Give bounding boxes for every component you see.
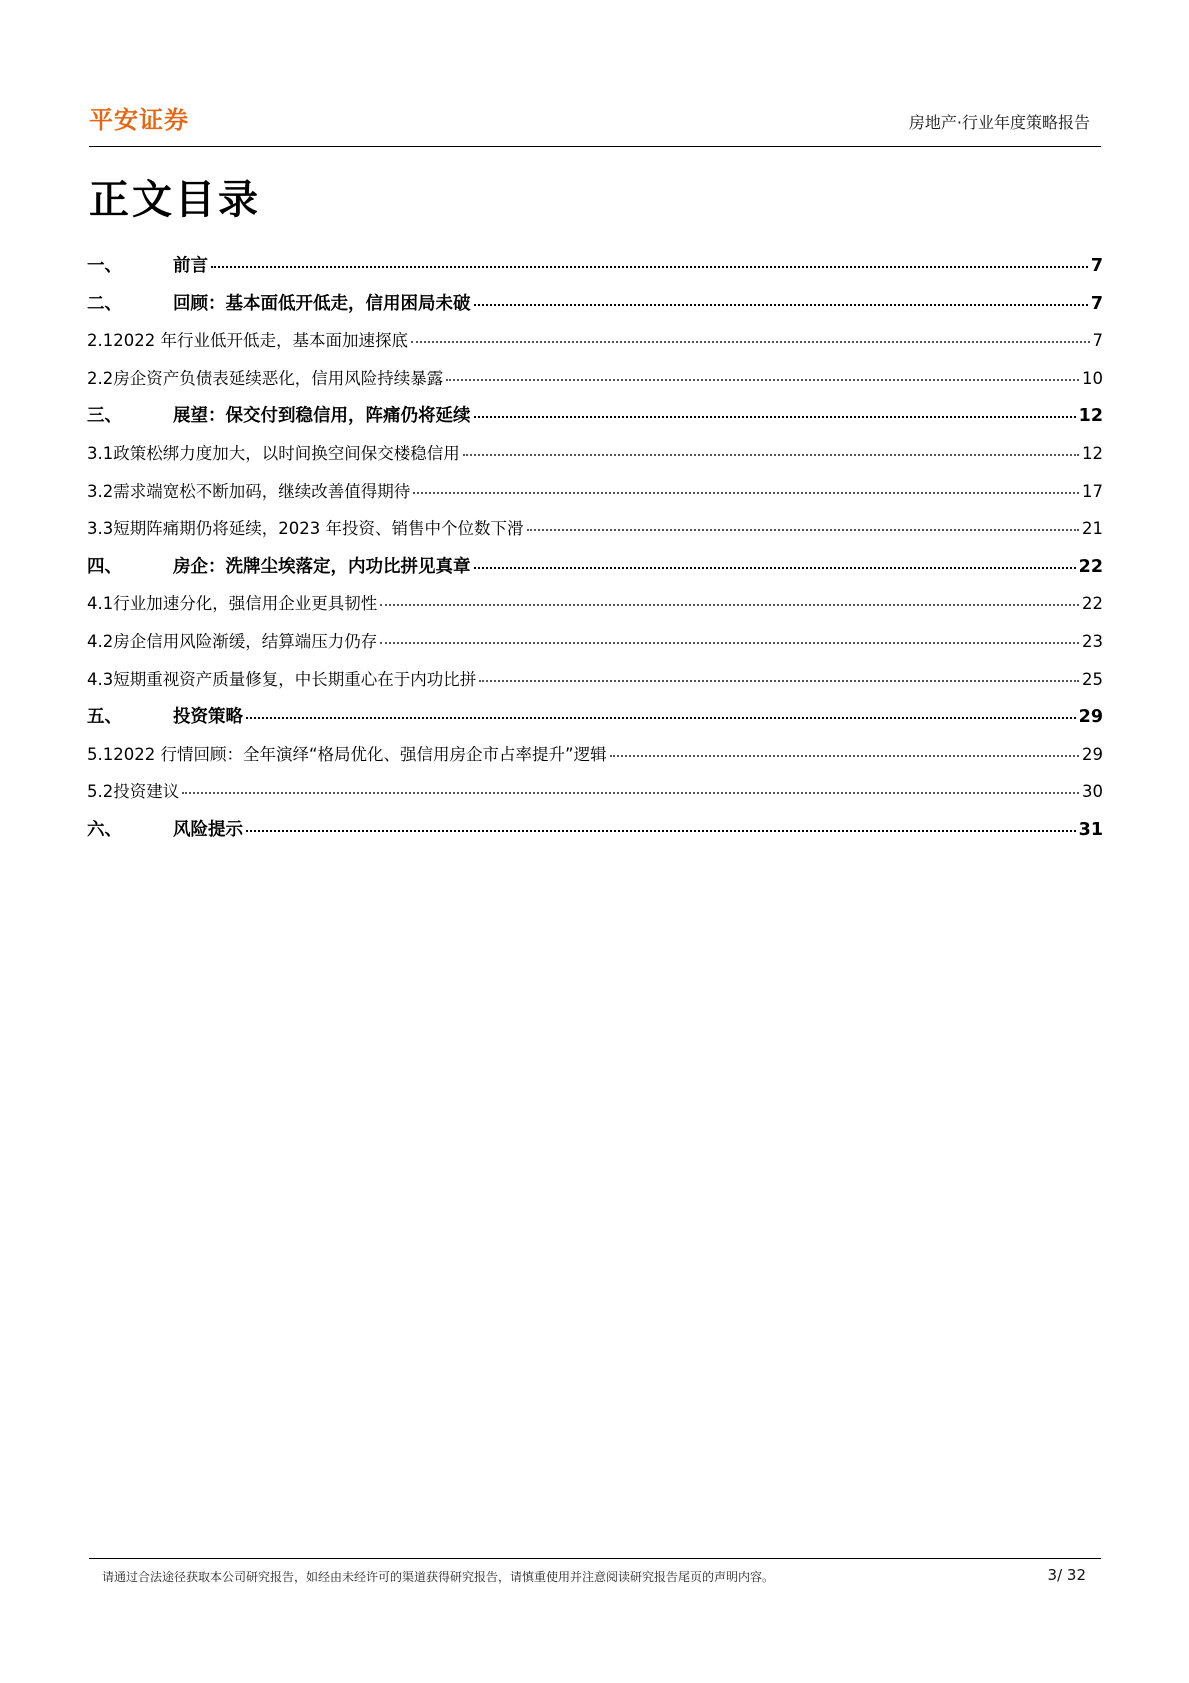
toc-entry-page: 12 bbox=[1078, 406, 1103, 427]
toc-chapter-entry[interactable] bbox=[87, 553, 1103, 591]
toc-entry-page: 31 bbox=[1078, 819, 1103, 840]
toc-entry-number: 六、 bbox=[87, 819, 122, 840]
toc-dot-leader bbox=[474, 416, 1076, 418]
toc-entry-page: 30 bbox=[1082, 782, 1103, 802]
toc-entry-number: 4.3 bbox=[87, 669, 114, 689]
toc-entry-page: 7 bbox=[1090, 293, 1103, 314]
header-divider bbox=[89, 146, 1101, 147]
toc-entry-title: 2022 年行业低开低走，基本面加速探底 bbox=[113, 331, 408, 351]
toc-entry-number: 5.1 bbox=[87, 744, 114, 764]
toc-dot-leader bbox=[380, 604, 1079, 606]
toc-dot-leader bbox=[527, 529, 1080, 531]
toc-dot-leader bbox=[413, 492, 1079, 494]
toc-dot-leader bbox=[474, 567, 1076, 569]
toc-section-entry[interactable] bbox=[87, 590, 1103, 628]
toc-entry-page: 17 bbox=[1082, 481, 1103, 501]
toc-entry-title: 房企资产负债表延续恶化，信用风险持续暴露 bbox=[113, 368, 444, 388]
toc-entry-number: 二、 bbox=[87, 293, 122, 314]
toc-entry-number: 四、 bbox=[87, 556, 122, 577]
toc-entry-title: 前言 bbox=[173, 256, 208, 276]
report-type-label: 房地产·行业年度策略报告 bbox=[908, 113, 1090, 132]
toc-entry-title: 短期重视资产质量修复，中长期重心在于内功比拼 bbox=[113, 669, 477, 689]
toc-dot-leader bbox=[463, 454, 1079, 456]
toc-entry-number: 3.3 bbox=[87, 519, 114, 539]
toc-entry-page: 29 bbox=[1082, 744, 1103, 764]
toc-section-entry[interactable] bbox=[87, 666, 1103, 704]
page-title: 正文目录 bbox=[89, 177, 261, 223]
footer-divider bbox=[89, 1558, 1101, 1559]
page-number: 3/ 32 bbox=[1047, 1566, 1086, 1584]
toc-entry-page: 12 bbox=[1082, 443, 1103, 463]
toc-dot-leader bbox=[246, 830, 1076, 832]
toc-entry-number: 5.2 bbox=[87, 782, 114, 802]
toc-entry-number: 三、 bbox=[87, 406, 122, 427]
toc-chapter-entry[interactable] bbox=[87, 252, 1103, 290]
toc-entry-title: 短期阵痛期仍将延续，2023 年投资、销售中个位数下滑 bbox=[113, 519, 524, 539]
toc-entry-page: 23 bbox=[1082, 631, 1103, 651]
toc-entry-page: 7 bbox=[1092, 331, 1103, 351]
toc-entry-number: 3.1 bbox=[87, 443, 114, 463]
toc-section-entry[interactable] bbox=[87, 440, 1103, 478]
toc-section-entry[interactable] bbox=[87, 365, 1103, 403]
toc-entry-title: 风险提示 bbox=[173, 819, 243, 840]
toc-entry-title: 投资建议 bbox=[113, 782, 180, 802]
toc-entry-title: 政策松绑力度加大，以时间换空间保交楼稳信用 bbox=[113, 443, 460, 463]
toc-entry-page: 21 bbox=[1082, 519, 1103, 539]
toc-dot-leader bbox=[411, 341, 1090, 343]
toc-dot-leader bbox=[380, 642, 1079, 644]
toc-entry-title: 行业加速分化，强信用企业更具韧性 bbox=[113, 594, 378, 614]
toc-entry-number: 4.1 bbox=[87, 594, 114, 614]
toc-entry-number: 2.2 bbox=[87, 368, 114, 388]
toc-section-entry[interactable] bbox=[87, 741, 1103, 779]
toc-entry-number: 2.1 bbox=[87, 331, 114, 351]
toc-entry-title: 需求端宽松不断加码，继续改善值得期待 bbox=[113, 481, 411, 501]
toc-dot-leader bbox=[211, 266, 1088, 268]
toc-entry-page: 22 bbox=[1078, 556, 1103, 577]
toc-entry-title: 投资策略 bbox=[173, 707, 243, 728]
toc-entry-title: 2022 行情回顾：全年演绎“格局优化、强信用房企市占率提升”逻辑 bbox=[113, 744, 607, 764]
toc-entry-title: 房企信用风险渐缓，结算端压力仍存 bbox=[113, 631, 378, 651]
toc-entry-title: 回顾：基本面低开低走，信用困局未破 bbox=[173, 293, 471, 314]
toc-entry-page: 25 bbox=[1082, 669, 1103, 689]
toc-chapter-entry[interactable] bbox=[87, 290, 1103, 328]
toc-dot-leader bbox=[479, 680, 1079, 682]
toc-section-entry[interactable] bbox=[87, 515, 1103, 553]
toc-dot-leader bbox=[474, 304, 1088, 306]
toc-dot-leader bbox=[446, 379, 1079, 381]
toc-section-entry[interactable] bbox=[87, 778, 1103, 816]
table-of-contents bbox=[87, 252, 1103, 854]
toc-entry-page: 10 bbox=[1082, 368, 1103, 388]
toc-section-entry[interactable] bbox=[87, 628, 1103, 666]
toc-chapter-entry[interactable] bbox=[87, 402, 1103, 440]
toc-entry-page: 22 bbox=[1082, 594, 1103, 614]
toc-entry-number: 五、 bbox=[87, 707, 122, 728]
toc-dot-leader bbox=[182, 792, 1079, 794]
toc-entry-number: 4.2 bbox=[87, 631, 114, 651]
toc-entry-title: 展望：保交付到稳信用，阵痛仍将延续 bbox=[173, 406, 471, 427]
toc-entry-number: 一、 bbox=[87, 256, 122, 276]
toc-entry-page: 29 bbox=[1078, 707, 1103, 728]
toc-dot-leader bbox=[246, 717, 1076, 719]
toc-chapter-entry[interactable] bbox=[87, 816, 1103, 854]
toc-section-entry[interactable] bbox=[87, 327, 1103, 365]
toc-section-entry[interactable] bbox=[87, 478, 1103, 516]
toc-dot-leader bbox=[610, 755, 1079, 757]
company-logo: 平安证券 bbox=[89, 106, 189, 134]
toc-entry-number: 3.2 bbox=[87, 481, 114, 501]
toc-entry-title: 房企：洗牌尘埃落定，内功比拼见真章 bbox=[173, 556, 471, 577]
toc-chapter-entry[interactable] bbox=[87, 703, 1103, 741]
footer-disclaimer: 请通过合法途径获取本公司研究报告，如经由未经许可的渠道获得研究报告，请慎重使用并注意阅读研究报告尾页的声明内容。 bbox=[102, 1570, 775, 1584]
toc-entry-page: 7 bbox=[1090, 256, 1103, 276]
